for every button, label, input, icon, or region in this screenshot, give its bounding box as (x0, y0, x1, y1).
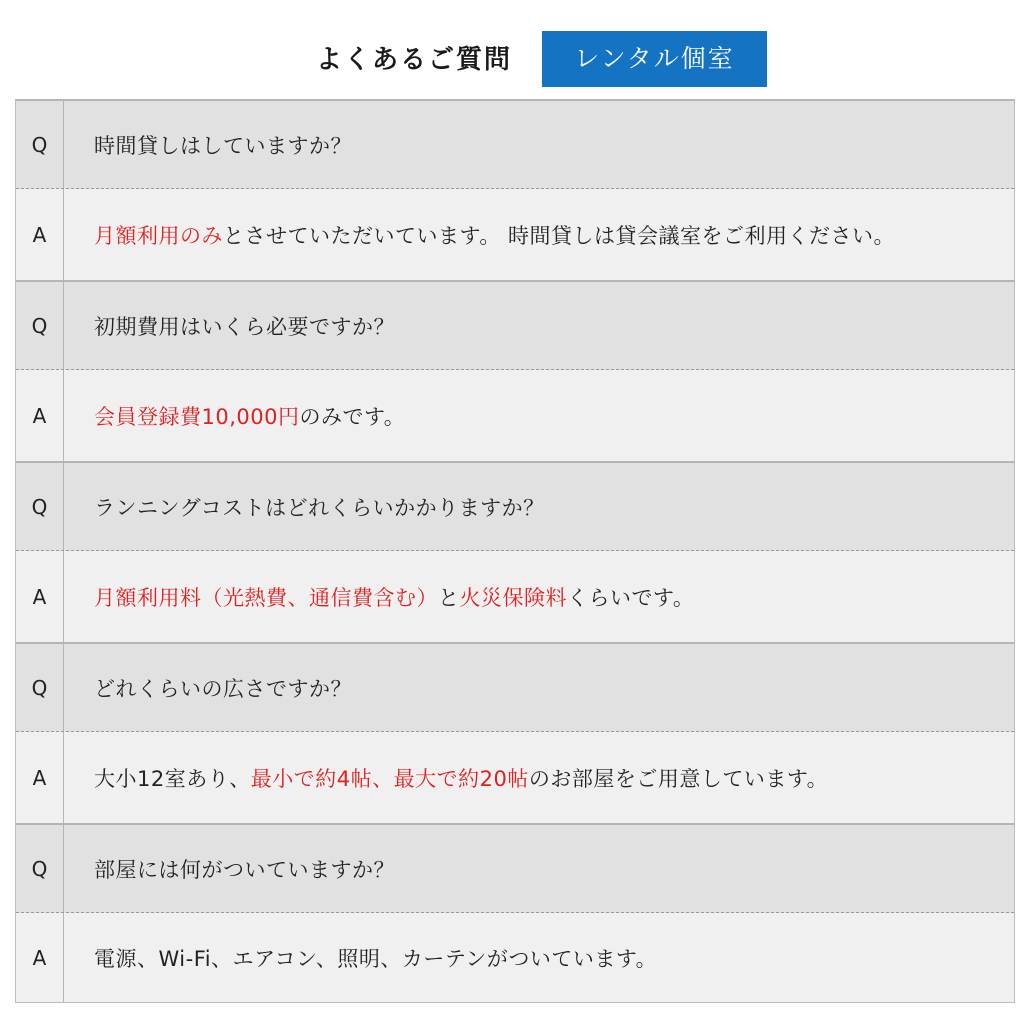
answer-segment: 大小12室あり、 (94, 766, 251, 791)
question-marker: Q (16, 101, 64, 188)
faq-answer-row (16, 189, 1014, 282)
faq-answer-row (16, 913, 1014, 1002)
question-marker: Q (16, 282, 64, 369)
faq-question-row (16, 644, 1014, 732)
question-text: 初期費用はいくら必要ですか？ (94, 314, 395, 339)
question-marker: Q (16, 644, 64, 731)
answer-segment: とさせていただいています。 時間貸しは貸会議室をご利用ください。 (223, 223, 895, 248)
answer-highlight: 月額利用のみ (94, 223, 223, 248)
answer-highlight: 月額利用料（光熱費、通信費含む） (94, 585, 438, 610)
answer-text (94, 913, 657, 1002)
faq-question-row (16, 282, 1014, 370)
answer-segment: と (438, 585, 460, 610)
faq-question-row (16, 825, 1014, 913)
faq-answer-row (16, 732, 1014, 825)
answer-marker: A (16, 189, 64, 280)
question-text: 部屋には何がついていますか？ (94, 857, 395, 882)
answer-marker: A (16, 551, 64, 642)
answer-segment: くらいです。 (567, 585, 695, 610)
faq-answer-row (16, 370, 1014, 463)
answer-highlight: 会員登録費10,000円 (94, 404, 300, 429)
question-text: どれくらいの広さですか？ (94, 676, 352, 701)
question-marker: Q (16, 825, 64, 912)
page-title: よくあるご質問 (316, 45, 513, 75)
answer-text (94, 370, 405, 461)
category-badge: レンタル個室 (542, 31, 767, 87)
answer-segment: 電源、Wi-Fi、エアコン、照明、カーテンがついています。 (94, 946, 658, 971)
answer-segment: のお部屋をご用意しています。 (528, 766, 829, 791)
question-marker: Q (16, 463, 64, 550)
faq-question-row (16, 101, 1014, 189)
answer-marker: A (16, 370, 64, 461)
question-text: ランニングコストはどれくらいかかりますか？ (94, 495, 545, 520)
faq-question-row (16, 463, 1014, 551)
page-header (0, 31, 1024, 87)
answer-text (94, 189, 895, 280)
answer-text (94, 551, 694, 642)
answer-highlight: 最小で約4帖、最大で約20帖 (250, 766, 529, 791)
faq-answer-row (16, 551, 1014, 644)
answer-text (94, 732, 828, 823)
question-text: 時間貸しはしていますか？ (94, 133, 352, 158)
answer-marker: A (16, 732, 64, 823)
answer-marker: A (16, 913, 64, 1002)
answer-highlight: 火災保険料 (459, 585, 567, 610)
faq-table (15, 99, 1015, 1003)
answer-segment: のみです。 (299, 404, 406, 429)
